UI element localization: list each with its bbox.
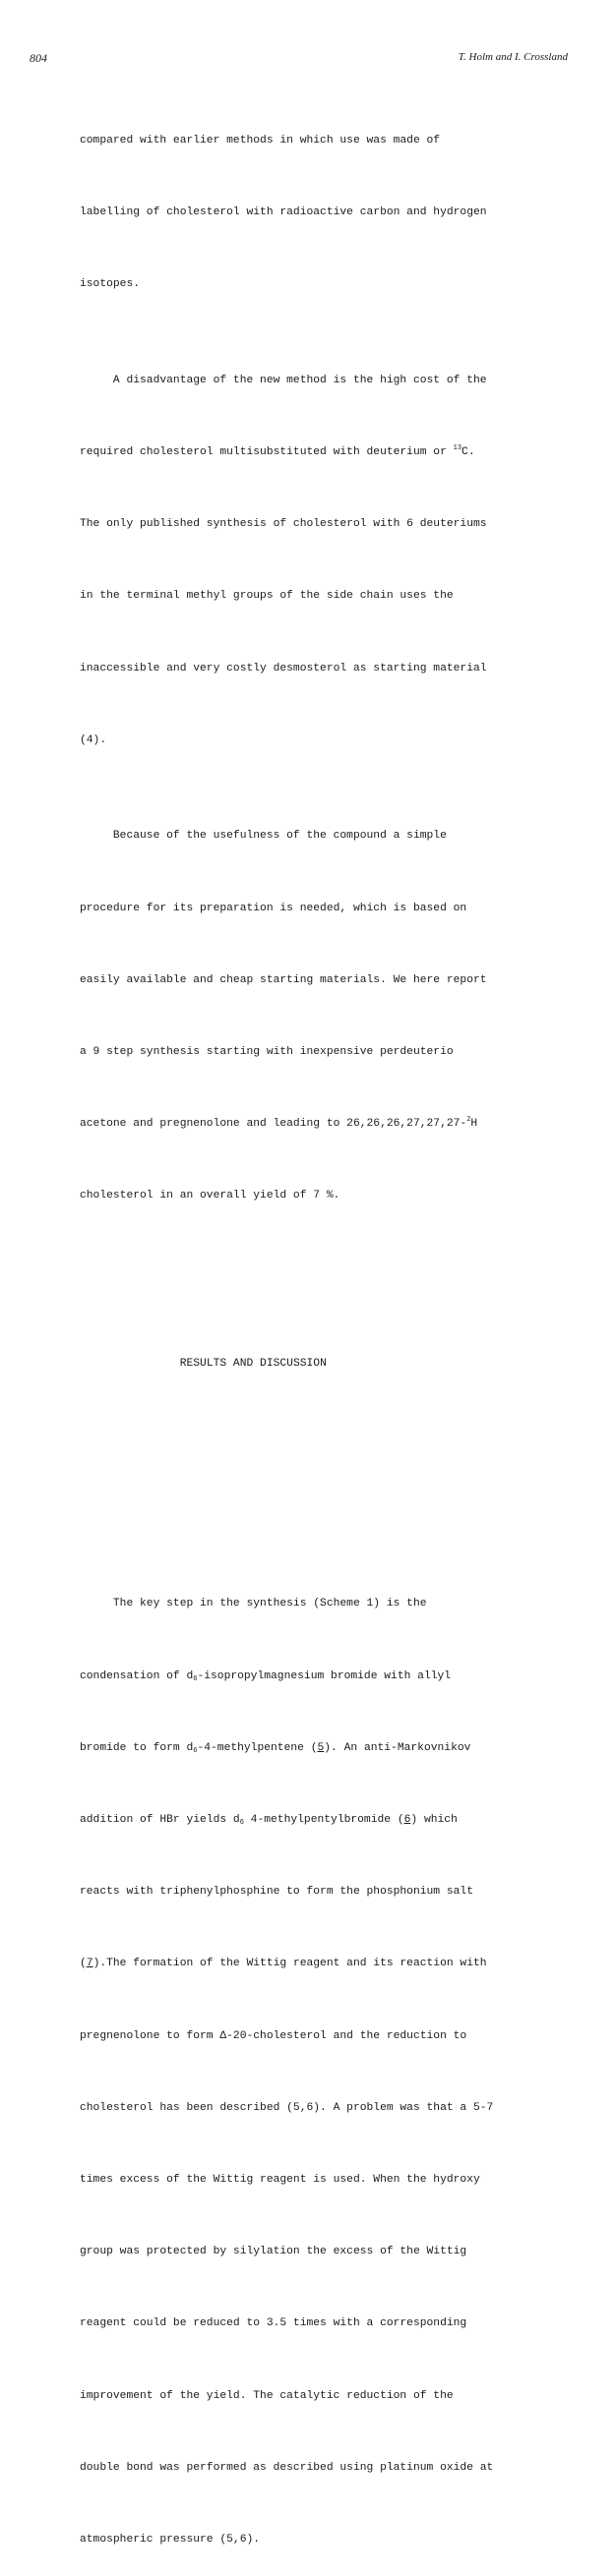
text-line: double bond was performed as described using platinum oxide at (80, 2461, 494, 2474)
subscript: 6 (193, 1674, 198, 1683)
text-fragment: acetone and pregnenolone and leading to 26,26,26,27,27,27- (80, 1118, 467, 1131)
section-heading (80, 1352, 591, 1376)
text-fragment: ). An anti-Markovnikov (324, 1741, 471, 1754)
running-head: T. Holm and I. Crossland (458, 51, 568, 63)
text-line: compared with earlier methods in which use was made of (80, 134, 441, 146)
text-line (80, 1736, 591, 1760)
text-line: (4). (80, 733, 107, 746)
text-line: a 9 step synthesis starting with inexpensive perdeuterio (80, 1046, 454, 1059)
body-text (80, 81, 591, 2576)
spacer (80, 1496, 591, 1520)
text-line: times excess of the Wittig reagent is used. When the hydroxy (80, 2173, 480, 2186)
text-fragment: condensation of d (80, 1669, 194, 1682)
text-line: atmospheric pressure (5,6). (80, 2533, 261, 2546)
text-fragment: addition of HBr yields d (80, 1813, 240, 1826)
subscript: 6 (239, 1818, 244, 1827)
page-number: 804 (30, 51, 47, 65)
text-fragment: C. (461, 446, 475, 459)
compound-ref: 6 (403, 1813, 411, 1826)
text-line (80, 1112, 591, 1136)
text-fragment: bromide to form d (80, 1741, 194, 1754)
text-line: pregnenolone to form Δ-20-cholesterol and the reduction to (80, 2029, 467, 2042)
text-line: group was protected by silylation the excess of the Wittig (80, 2246, 467, 2258)
spacer (80, 1424, 591, 1447)
text-line (80, 1808, 591, 1832)
text-fragment: -isopropylmagnesium bromide with allyl (197, 1669, 452, 1682)
text-line: reagent could be reduced to 3.5 times with a corresponding (80, 2317, 467, 2330)
text-line: cholesterol in an overall yield of 7 %. (80, 1190, 340, 1202)
isotope-superscript: 2 (466, 1116, 471, 1125)
text-line: reacts with triphenylphosphine to form the phosphonium salt (80, 1886, 473, 1899)
text-line: procedure for its preparation is needed, which is based on (80, 902, 467, 914)
text-fragment: ).The formation of the Wittig reagent and its reaction with (92, 1958, 487, 1970)
text-line: A disadvantage of the new method is the high cost of the (80, 374, 487, 386)
text-line: The only published synthesis of cholesterol with 6 deuteriums (80, 518, 487, 531)
text-fragment: -4-methylpentene ( (197, 1741, 318, 1754)
isotope-superscript: 13 (453, 444, 462, 453)
subscript: 6 (193, 1746, 198, 1755)
text-fragment: ( (80, 1958, 87, 1970)
text-line: labelling of cholesterol with radioactive carbon and hydrogen (80, 206, 487, 219)
text-line: Because of the usefulness of the compound a simple (80, 830, 447, 843)
text-fragment: 4-methylpentylbromide ( (243, 1813, 404, 1826)
text-line (80, 1665, 591, 1688)
text-line (80, 1952, 591, 1975)
compound-ref: 5 (317, 1741, 325, 1754)
text-fragment: ) which (410, 1813, 458, 1826)
text-line: isotopes. (80, 278, 141, 291)
text-line: in the terminal methyl groups of the side chain uses the (80, 590, 454, 603)
text-line: improvement of the yield. The catalytic reduction of the (80, 2389, 454, 2402)
text-line: easily available and cheap starting materials. We here report (80, 973, 487, 986)
text-fragment: required cholesterol multisubstituted with deuterium or (80, 446, 454, 459)
text-line (80, 440, 591, 464)
text-line: cholesterol has been described (5,6). A problem was that a 5-7 (80, 2101, 494, 2114)
spacer (80, 1280, 591, 1304)
compound-ref: 7 (86, 1958, 93, 1970)
text-line: inaccessible and very costly desmosterol as starting material (80, 662, 487, 674)
text-line: The key step in the synthesis (Scheme 1) is the (80, 1598, 427, 1610)
text-fragment: H (470, 1118, 478, 1131)
section-heading-text: RESULTS AND DISCUSSION (179, 1358, 327, 1371)
